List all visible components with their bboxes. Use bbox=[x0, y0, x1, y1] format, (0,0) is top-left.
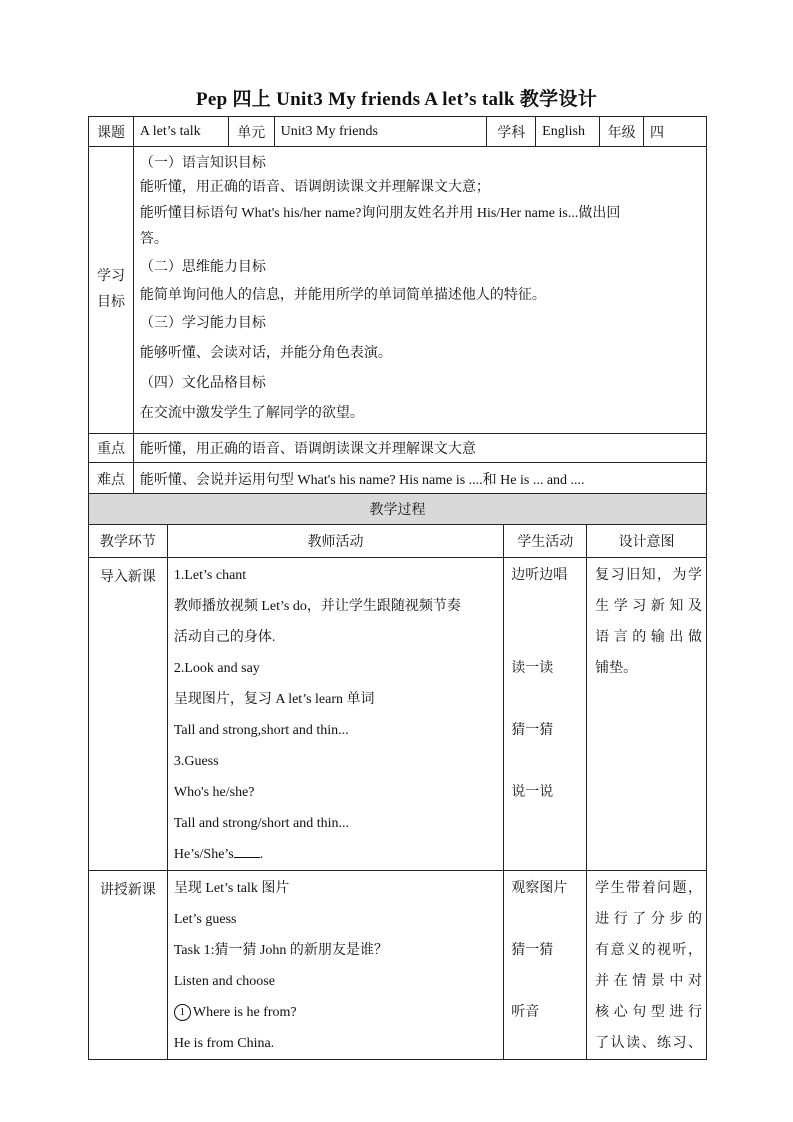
stage-name: 导入新课 bbox=[89, 558, 168, 871]
teacher-line bbox=[174, 997, 503, 1028]
process-header-row bbox=[89, 525, 707, 558]
teacher-line: 呈现图片，复习 A let’s learn 单词 bbox=[173, 692, 375, 707]
key-points-row bbox=[89, 434, 707, 463]
difficulties-label: 难点 bbox=[89, 463, 134, 495]
unit-label: 单元 bbox=[228, 117, 274, 147]
student-line bbox=[511, 684, 586, 715]
goals-content bbox=[133, 147, 706, 434]
topic-label: 课题 bbox=[89, 117, 134, 147]
teacher-line: Tall and strong/short and thin... bbox=[173, 816, 350, 831]
process-title: 教学过程 bbox=[89, 494, 707, 525]
intent-line: 学生带着问题， bbox=[595, 881, 702, 896]
teacher-line: 3.Guess bbox=[173, 754, 219, 769]
goal-heading: （三）学习能力目标 bbox=[139, 316, 266, 331]
intent-line: 核心句型进行 bbox=[595, 1005, 702, 1020]
key-points-label: 重点 bbox=[89, 434, 134, 463]
teacher-line-text: Where is he from? bbox=[192, 1005, 297, 1020]
student-line bbox=[511, 904, 586, 935]
goals-label-line: 目标 bbox=[96, 295, 125, 310]
info-table bbox=[88, 116, 707, 495]
student-line bbox=[511, 966, 586, 997]
topic-value: A let’s talk bbox=[133, 117, 228, 147]
teacher-activity bbox=[167, 871, 503, 1060]
goal-line: 能听懂，用正确的语音、语调朗读课文并理解课文大意； bbox=[139, 180, 490, 195]
goal-line: 能够听懂、会读对话，并能分角色表演。 bbox=[139, 346, 392, 361]
teacher-line: Who's he/she? bbox=[173, 785, 255, 800]
teacher-line: 1.Let’s chant bbox=[173, 568, 247, 583]
goal-heading: （一）语言知识目标 bbox=[139, 156, 266, 171]
teacher-line-blank bbox=[174, 839, 503, 870]
grade-value: 四 bbox=[644, 117, 707, 147]
student-line: 读一读 bbox=[511, 661, 554, 676]
teacher-line: 呈现 Let’s talk 图片 bbox=[173, 881, 290, 896]
student-activity bbox=[504, 558, 587, 871]
intent-line: 铺垫。 bbox=[595, 661, 638, 676]
intent-line: 并在情景中对 bbox=[595, 974, 702, 989]
teacher-line: Listen and choose bbox=[173, 974, 275, 989]
intent-line: 语言的输出做 bbox=[595, 630, 702, 645]
goals-row bbox=[89, 147, 707, 434]
stage-name: 讲授新课 bbox=[89, 871, 168, 1060]
student-activity bbox=[504, 871, 587, 1060]
teacher-line: He is from China. bbox=[173, 1036, 275, 1051]
teacher-line: Let’s guess bbox=[173, 912, 237, 927]
header-student: 学生活动 bbox=[504, 525, 587, 558]
teacher-line-tail: . bbox=[259, 847, 264, 862]
subject-label: 学科 bbox=[487, 117, 536, 147]
teacher-line: Task 1:猜一猜 John 的新朋友是谁？ bbox=[173, 943, 388, 958]
intent-line: 了认读、练习、 bbox=[595, 1036, 702, 1051]
teacher-line: 教师播放视频 Let’s do，并让学生跟随视频节奏 bbox=[173, 599, 461, 614]
student-line bbox=[511, 746, 586, 777]
header-stage: 教学环节 bbox=[89, 525, 168, 558]
difficulties-text: 能听懂、会说并运用句型 What's his name? His name is ....和 He is ... and .... bbox=[133, 463, 706, 495]
teacher-line: Tall and strong,short and thin... bbox=[173, 723, 349, 738]
student-line: 猜一猜 bbox=[511, 723, 554, 738]
goals-label-line: 学习 bbox=[96, 269, 125, 284]
goal-heading: （四）文化品格目标 bbox=[139, 376, 266, 391]
fill-blank bbox=[234, 843, 260, 858]
teacher-line-text: He’s/She’s bbox=[173, 847, 234, 862]
intent-line: 生学习新知及 bbox=[595, 599, 702, 614]
teacher-activity bbox=[167, 558, 503, 871]
goal-line: 答。 bbox=[139, 232, 168, 247]
goal-line: 在交流中激发学生了解同学的欲望。 bbox=[139, 406, 364, 421]
intent-line: 有意义的视听， bbox=[595, 943, 702, 958]
student-line: 猜一猜 bbox=[511, 943, 554, 958]
key-points-text: 能听懂，用正确的语音、语调朗读课文并理解课文大意 bbox=[133, 434, 706, 463]
document-title: Pep 四上 Unit3 My friends A let’s talk 教学设计 bbox=[195, 89, 598, 110]
goal-line: 能听懂目标语句 What's his/her name?询问朋友姓名并用 His/Her name is...做出回 bbox=[139, 206, 621, 221]
student-line: 边听边唱 bbox=[511, 568, 568, 583]
stage-row bbox=[89, 558, 707, 871]
stage-row bbox=[89, 871, 707, 1060]
goals-label bbox=[89, 147, 134, 434]
student-line: 说一说 bbox=[511, 785, 554, 800]
difficulties-row bbox=[89, 463, 707, 495]
intent-line: 复习旧知，为学 bbox=[595, 568, 702, 583]
subject-value: English bbox=[536, 117, 600, 147]
design-intent bbox=[587, 558, 707, 871]
process-table bbox=[88, 493, 707, 1060]
process-title-row bbox=[89, 494, 707, 525]
student-line: 观察图片 bbox=[511, 881, 568, 896]
teacher-line: 活动自己的身体. bbox=[173, 630, 276, 645]
grade-label: 年级 bbox=[600, 117, 644, 147]
header-intent: 设计意图 bbox=[587, 525, 707, 558]
student-line bbox=[511, 622, 586, 653]
goal-heading: （二）思维能力目标 bbox=[139, 260, 266, 275]
header-teacher: 教师活动 bbox=[167, 525, 503, 558]
unit-value: Unit3 My friends bbox=[274, 117, 487, 147]
intent-line: 进行了分步的 bbox=[595, 912, 702, 927]
student-line bbox=[511, 591, 586, 622]
info-row bbox=[89, 117, 707, 147]
student-line: 听音 bbox=[511, 1005, 540, 1020]
circled-number: 1 bbox=[174, 1004, 191, 1021]
design-intent bbox=[587, 871, 707, 1060]
goal-line: 能简单询问他人的信息，并能用所学的单词简单描述他人的特征。 bbox=[139, 288, 546, 303]
teacher-line: 2.Look and say bbox=[173, 661, 260, 676]
